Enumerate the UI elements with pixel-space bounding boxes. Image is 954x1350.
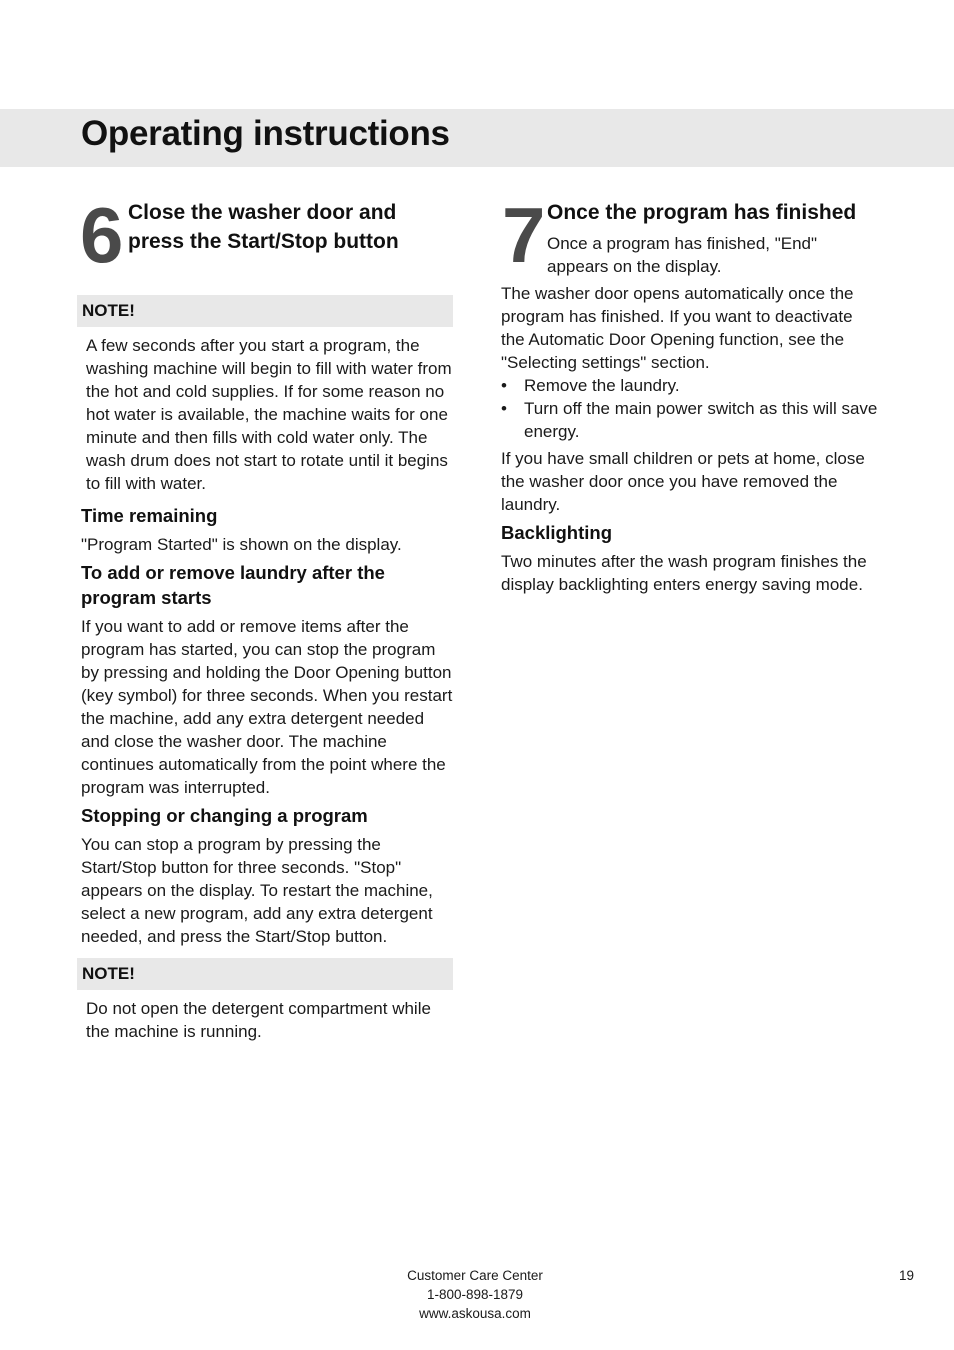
footer (377, 1266, 573, 1323)
page-number: 19 (898, 1268, 914, 1283)
note-text: A few seconds after you start a program, the washing machine will begin to fill with water from the hot and cold supplies. If for some reason no hot water is available, the machine waits for one minute and then fills with cold water only. The wash drum does not start to rotate until it begins to fill with water. (86, 336, 452, 493)
list-item-text: Turn off the main power switch as this will save energy. (524, 399, 878, 441)
door-paragraph: The washer door opens automatically once the program has finished. If you want to deactivate the Automatic Door Opening function, see the "Selecting settings" section. (501, 284, 854, 372)
step-intro: Once a program has finished, "End" appears on the display. (547, 234, 818, 276)
time-remaining-heading: Time remaining (81, 505, 218, 526)
note-label: NOTE! (82, 964, 135, 983)
stopping-text: You can stop a program by pressing the Start/Stop button for three seconds. "Stop" appears on the display. To restart the machine, select a new program, add any extra detergent needed, and press the Start/Stop button. (81, 835, 433, 946)
footer-website: www.askousa.com (419, 1306, 531, 1321)
page-title: Operating instructions (81, 114, 450, 153)
children-paragraph: If you have small children or pets at home, close the washer door once you have removed the laundry. (501, 449, 865, 514)
note-box (77, 295, 453, 327)
backlighting-heading: Backlighting (501, 522, 613, 543)
step-title: Close the washer door and press the Start/Stop button (128, 201, 399, 253)
stopping-heading: Stopping or changing a program (81, 805, 368, 826)
list-item-text: Remove the laundry. (524, 376, 680, 395)
time-remaining-text: "Program Started" is shown on the display. (81, 535, 402, 554)
list-item (501, 397, 886, 443)
step-title: Once the program has finished (547, 201, 857, 224)
step-number: 7 (502, 191, 543, 279)
step-number: 6 (80, 191, 121, 279)
bullet-icon: • (501, 376, 507, 395)
note-label: NOTE! (82, 301, 135, 320)
note-text: Do not open the detergent compartment while the machine is running. (86, 999, 431, 1041)
backlighting-text: Two minutes after the wash program finishes the display backlighting enters energy saving mode. (501, 552, 867, 594)
footer-phone: 1-800-898-1879 (426, 1287, 524, 1302)
footer-line: Customer Care Center (407, 1268, 543, 1283)
bullet-icon: • (501, 399, 507, 418)
note-box (77, 958, 453, 990)
add-remove-heading: To add or remove laundry after the program starts (81, 562, 385, 608)
add-remove-text: If you want to add or remove items after the program has started, you can stop the program by pressing and holding the Door Opening button (key symbol) for three seconds. When you restart the machine, add any extra detergent needed and close the washer door. The machine continues automatically from the point where the program was interrupted. (81, 617, 453, 797)
list-item (501, 374, 886, 397)
